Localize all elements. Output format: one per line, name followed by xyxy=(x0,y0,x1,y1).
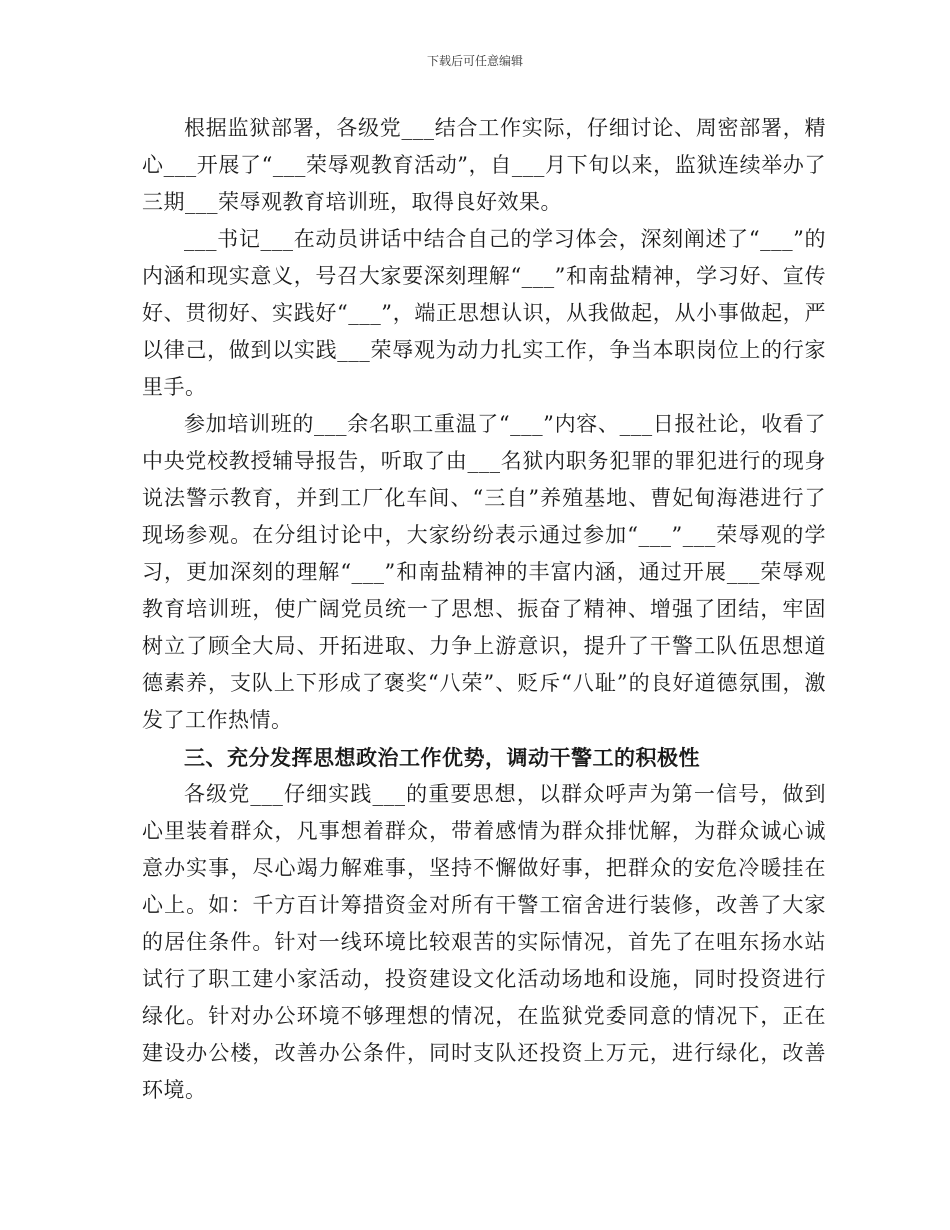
paragraph-3: 参加培训班的___余名职工重温了“___”内容、___日报社论，收看了中央党校教授辅导报告，听取了由___名狱内职务犯罪的罪犯进行的现身说法警示教育，并到工厂化车间、“三自”养殖基地、曹妃甸海港进行了现场参观。在分组讨论中，大家纷纷表示通过参加“___”___荣辱观的学习，更加深刻的理解“___”和南盐精神的丰富内涵，通过开展___荣辱观教育培训班，使广阔党员统一了思想、振奋了精神、增强了团结，牢固树立了顾全大局、开拓进取、力争上游意识，提升了干警工队伍思想道德素养，支队上下形成了褒奖“八荣”、贬斥“八耻”的良好道德氛围，激发了工作热情。 xyxy=(142,412,826,732)
document-body xyxy=(142,110,826,1109)
paragraph-1: 根据监狱部署，各级党___结合工作实际，仔细讨论、周密部署，精心___开展了“___荣辱观教育活动”，自___月下旬以来，监狱连续举办了三期___荣辱观教育培训班，取得良好效果。 xyxy=(142,116,826,214)
section-heading: 三、充分发挥思想政治工作优势，调动干警工的积极性 xyxy=(184,745,700,770)
page-header: 下载后可任意编辑 xyxy=(426,54,523,68)
section-paragraph: 各级党___仔细实践___的重要思想，以群众呼声为第一信号，做到心里装着群众，凡事想着群众，带着感情为群众排忧解，为群众诚心诚意办实事，尽心竭力解难事，坚持不懈做好事，把群众的安危冷暖挂在心上。如：千方百计筹措资金对所有干警工宿舍进行装修，改善了大家的居住条件。针对一线环境比较艰苦的实际情况，首先了在咀东扬水站试行了职工建小家活动，投资建设文化活动场地和设施，同时投资进行绿化。针对办公环境不够理想的情况，在监狱党委同意的情况下，正在建设办公楼，改善办公条件，同时支队还投资上万元，进行绿化，改善环境。 xyxy=(142,782,826,1102)
paragraph-2: ___书记___在动员讲话中结合自己的学习体会，深刻阐述了“___”的内涵和现实意义，号召大家要深刻理解“___”和南盐精神，学习好、宣传好、贯彻好、实践好“___”，端正思想认识，从我做起，从小事做起，严以律己，做到以实践___荣辱观为动力扎实工作，争当本职岗位上的行家里手。 xyxy=(142,227,826,399)
